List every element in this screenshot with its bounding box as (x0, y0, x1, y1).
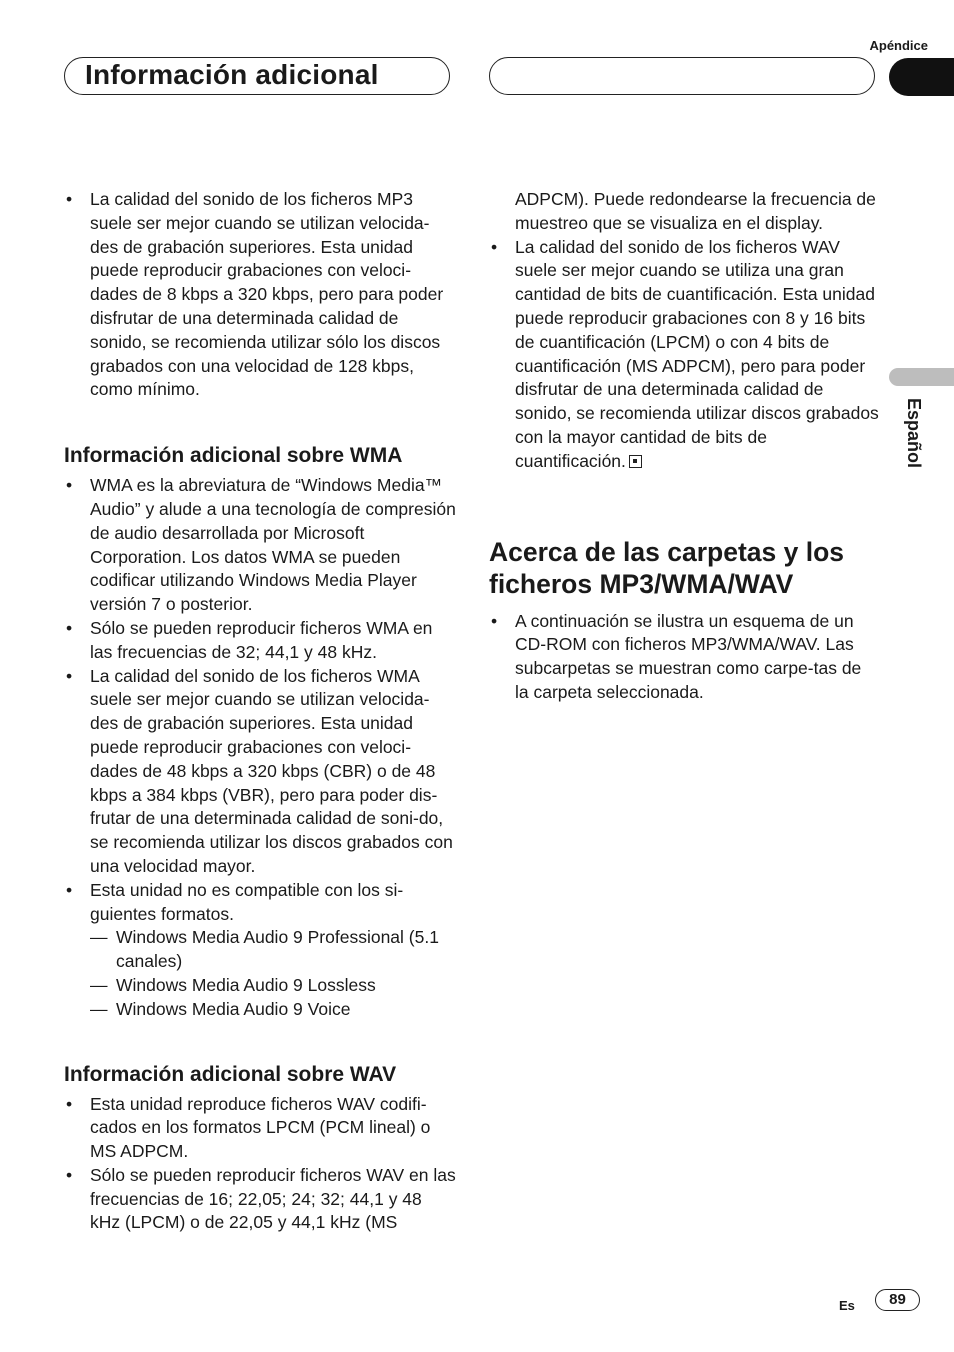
language-tab (889, 368, 954, 386)
list-item: • Esta unidad no es compatible con los si-guientes formatos. (64, 879, 456, 927)
wav-heading: Información adicional sobre WAV (64, 1062, 397, 1086)
language-side-label: Español (904, 398, 924, 469)
list-item-continuation: ADPCM). Puede redondearse la frecuencia de muestreo que se visualiza en el display. (515, 189, 876, 233)
list-item: • Sólo se pueden reproducir ficheros WMA en las frecuencias de 32; 44,1 y 48 kHz. (64, 617, 456, 665)
list-item: • Esta unidad reproduce ficheros WAV codifi-cados en los formatos LPCM (PCM lineal) o MS ADPCM. (64, 1093, 456, 1164)
list-item (489, 236, 879, 474)
empty-header-box (489, 57, 875, 95)
wma-bullet-list (64, 474, 456, 1021)
language-code: Es (839, 1298, 855, 1313)
wav-continued-list (489, 188, 879, 474)
list-item: • La calidad del sonido de los ficheros MP3 suele ser mejor cuando se utilizan velocida-des de grabación superiores. Esta unidad puede reproducir grabaciones con veloci-dades de 8 kbps a 320 kbps, pero para poder disfrutar de una determinada calidad de sonido, se recomienda utilizar sólo los discos grabados con una velocidad de 128 kbps, como mínimo. (64, 188, 456, 402)
appendix-label: Apéndice (869, 38, 928, 53)
list-item: • WMA es la abreviatura de “Windows Media™ Audio” y alude a una tecnología de compresión de audio desarrollada por Microsoft Corporation. Los datos WMA se pueden codificar utilizando Windows Media Player versión 7 o posterior. (64, 474, 456, 617)
folders-bullet-list (489, 610, 879, 705)
list-item-text: La calidad del sonido de los ficheros WAV suele ser mejor cuando se utiliza una gran cantidad de bits de cuantificación. Esta unidad puede reproducir grabaciones con 8 y 16 bits de cuantificación (LPCM) o con 4 bits de cuantificación (MS ADPCM), pero para poder disfrutar de una determinada calidad de sonido, se recomienda utilizar discos grabados con la mayor cantidad de bits de cuantificación. (515, 236, 879, 471)
chapter-tab (889, 58, 954, 96)
folders-heading: Acerca de las carpetas y los ficheros MP3/WMA/WAV (489, 536, 845, 599)
mp3-bullet-list (64, 188, 456, 402)
dash-item-text: Windows Media Audio 9 Professional (5.1 canales) (116, 927, 439, 972)
list-item: • La calidad del sonido de los ficheros WMA suele ser mejor cuando se utilizan velocida-des de grabación superiores. Esta unidad puede reproducir grabaciones con veloci-dades de 48 kbps a 320 kbps (CBR) o de 48 kbps a 384 kbps (VBR), pero para poder dis-frutar de una determinada calidad de soni-do, se recomienda utilizar los discos grabados con una velocidad mayor. (64, 665, 456, 879)
list-item: • A continuación se ilustra un esquema de un CD-ROM con ficheros MP3/WMA/WAV. Las subcarpetas se muestran como carpe-tas de la carpeta seleccionada. (489, 610, 879, 705)
list-item: • Sólo se pueden reproducir ficheros WAV en las frecuencias de 16; 22,05; 24; 32; 44,1 y 48 kHz (LPCM) o de 22,05 y 44,1 kHz (MS (64, 1164, 456, 1235)
dash-item-text: Windows Media Audio 9 Lossless (116, 974, 376, 995)
dash-item: — Windows Media Audio 9 Lossless (90, 974, 376, 995)
section-title: Información adicional (85, 59, 379, 90)
dash-item: — Windows Media Audio 9 Voice (90, 998, 351, 1019)
wav-bullet-list (64, 1093, 456, 1236)
wma-heading: Información adicional sobre WMA (64, 444, 403, 468)
left-column (64, 188, 456, 1235)
end-of-section-icon (629, 455, 642, 468)
right-column (489, 188, 879, 705)
page-number: 89 (875, 1289, 920, 1311)
dash-item-text: Windows Media Audio 9 Voice (116, 998, 351, 1019)
dash-item: — Windows Media Audio 9 Professional (5.1 canales) (90, 927, 439, 972)
section-title-box (64, 57, 450, 95)
